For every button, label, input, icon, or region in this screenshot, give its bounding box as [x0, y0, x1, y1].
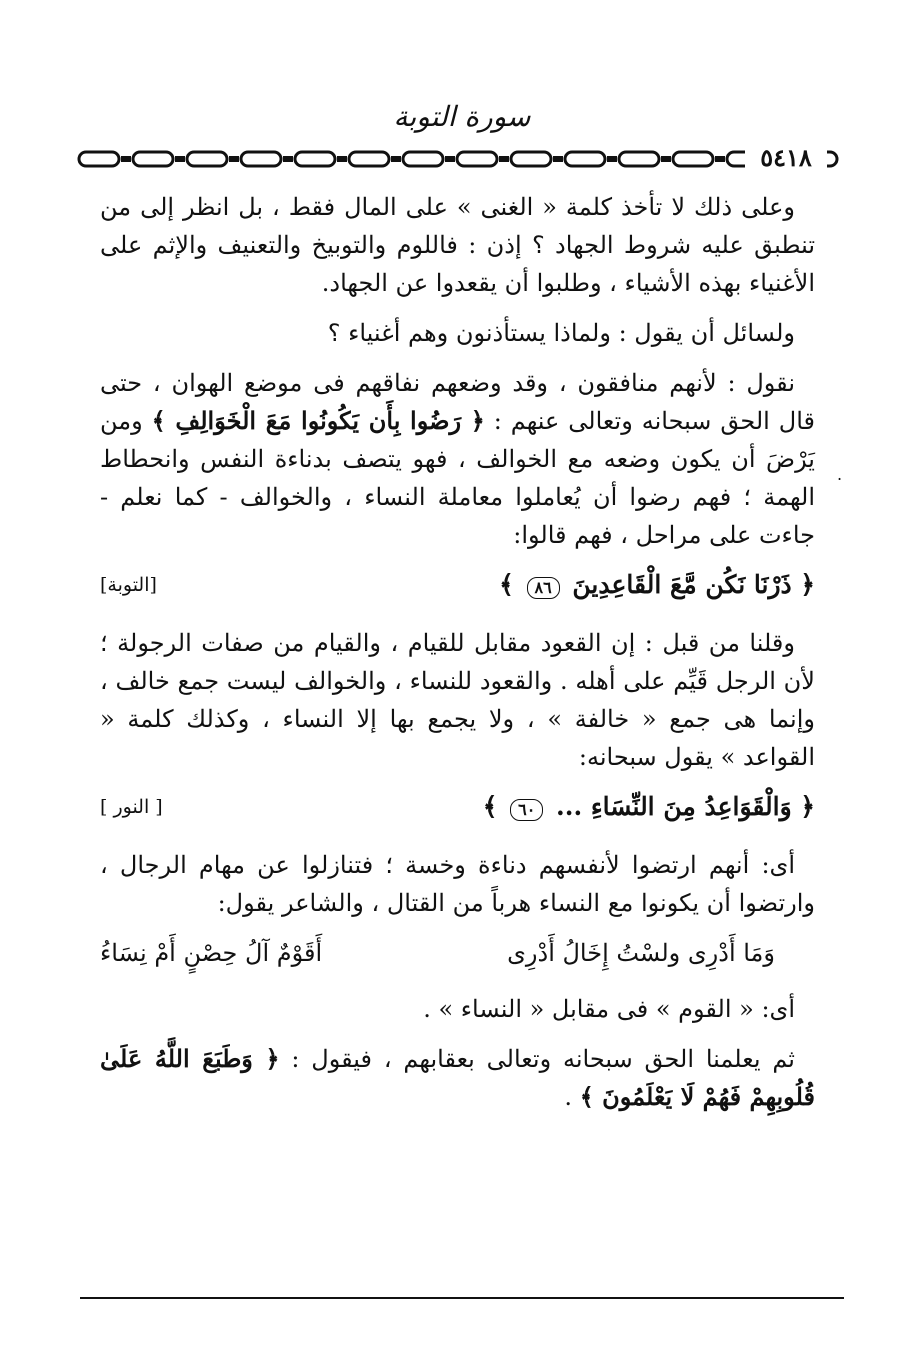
- paragraph-6: أى: « القوم » فى مقابل « النساء » .: [423, 995, 795, 1023]
- margin-dot: .: [837, 465, 843, 484]
- quran-verse: [499, 566, 815, 604]
- verse-number: ٦٠: [510, 799, 543, 821]
- quran-verse-inline: ﴿ وَطَبَعَ اللَّهُ عَلَىٰ قُلُوبِهِمْ فَهُمْ لَا يَعْلَمُونَ ﴾: [100, 1044, 815, 1111]
- page-body: [100, 188, 815, 1128]
- verse-close: ﴾: [482, 792, 498, 821]
- poem-verse: [100, 934, 775, 972]
- decorative-chain-border: [75, 148, 845, 170]
- surah-reference: [التوبة]: [100, 574, 157, 596]
- poem-second-hemistich: أَقَوْمٌ آلُ حِصْنٍ أَمْ نِسَاءُ: [100, 939, 323, 967]
- quran-quote-tawbah: [100, 566, 815, 604]
- paragraph-5: أى: أنهم ارتضوا لأنفسهم دناءة وخسة ؛ فتنازلوا عن مهام الرجال ، وارتضوا أن يكونوا مع النساء هرباً من القتال ، والشاعر يقول:: [100, 851, 815, 917]
- verse-text: ﴿ وَالْقَوَاعِدُ مِنَ النِّسَاءِ ...: [556, 792, 815, 821]
- paragraph-2: ولسائل أن يقول : ولماذا يستأذنون وهم أغنياء ؟: [327, 319, 795, 347]
- paragraph-7-end: .: [564, 1083, 573, 1111]
- page-number: ٥٤١٨: [745, 144, 827, 172]
- quran-quote-nur: [100, 788, 815, 826]
- paragraph-3-text-b: ومن يَرْضَ أن يكون وضعه مع الخوالف ، فهو يتصف بدناءة النفس وانحطاط الهمة ؛ فهم رضوا أن يُعاملوا معاملة النساء ، والخوالف - كما نعلم - جاءت على مراحل ، فهم قالوا:: [100, 407, 815, 549]
- footer-divider: [80, 1297, 844, 1299]
- verse-text: ﴿ ذَرْنَا نَكُن مَّعَ الْقَاعِدِينَ: [572, 570, 815, 599]
- verse-close: ﴾: [499, 570, 514, 599]
- paragraph-1: وعلى ذلك لا تأخذ كلمة « الغنى » على المال فقط ، بل انظر إلى من تنطبق عليه شروط الجهاد ؟ إذن : فاللوم والتوبيخ والتعنيف والإثم على الأغنياء بهذه الأشياء ، وطلبوا أن يقعدوا عن الجهاد.: [100, 193, 815, 297]
- paragraph-3-text-a: نقول : لأنهم منافقون ، وقد وضعهم نفاقهم فى موضع الهوان ، حتى قال الحق سبحانه وتعالى عنهم :: [100, 369, 815, 435]
- paragraph-7: [100, 1040, 815, 1116]
- surah-reference: [ النور ]: [100, 796, 163, 818]
- verse-number: ٨٦: [527, 577, 560, 599]
- poem-first-hemistich: وَمَا أَدْرِى ولسْتُ إِخَالُ أَدْرِى: [507, 939, 775, 967]
- quran-verse: [483, 788, 815, 826]
- paragraph-7-text: ثم يعلمنا الحق سبحانه وتعالى بعقابهم ، فيقول :: [291, 1045, 795, 1073]
- paragraph-4: وقلنا من قبل : إن القعود مقابل للقيام ، والقيام من صفات الرجولة ؛ لأن الرجل قَيِّم على أهله . والقعود للنساء ، والخوالف ليست جمع خالف ، وإنما هى جمع « خالفة » ، ولا يجمع بها إلا النساء ، وكذلك كلمة « القواعد » يقول سبحانه:: [100, 629, 815, 771]
- quran-verse-inline: ﴿ رَضُوا بِأَن يَكُونُوا مَعَ الْخَوَالِفِ ﴾: [151, 406, 485, 435]
- surah-title: سورة التوبة: [393, 100, 531, 133]
- paragraph-3: [100, 364, 815, 554]
